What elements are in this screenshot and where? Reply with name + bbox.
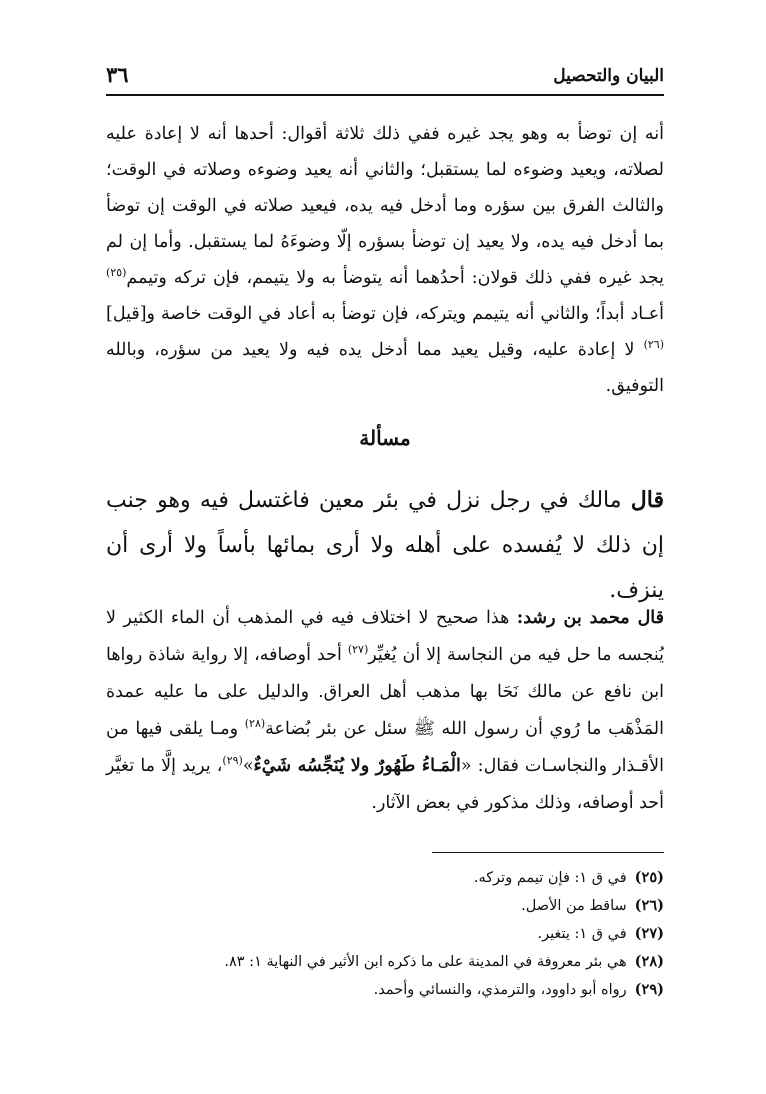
footnote-text: في ق ١: فإن تيمم وتركه. bbox=[473, 870, 627, 886]
commentary-part4: » bbox=[242, 756, 254, 776]
footnote-item bbox=[104, 976, 664, 1004]
commentary-part1: هذا صحيح لا اختلاف فيه في المذهب أن الماء الكثير لا يُنجسه ما حل فيه من النجاسة إلا أن يُغيِّر bbox=[106, 608, 664, 665]
malik-quote bbox=[106, 478, 664, 613]
footnote-number: (٢٨) bbox=[634, 953, 664, 970]
footnote-ref-29[interactable]: (٢٩) bbox=[222, 754, 243, 768]
commentary-part3: ومـا يلقى فيها من الأقـذار والنجاسـات فقال: « bbox=[106, 719, 665, 776]
footnote-item bbox=[104, 892, 664, 920]
footnote-number: (٢٧) bbox=[634, 925, 664, 942]
commentary-lead: قال محمد بن رشد: bbox=[516, 608, 664, 628]
footnote-item bbox=[104, 864, 664, 892]
footnote-text: هي بئر معروفة في المدينة على ما ذكره ابن الأثير في النهاية ١: ٨٣. bbox=[224, 954, 627, 970]
footnote-ref-25[interactable]: (٢٥) bbox=[106, 266, 127, 280]
footnotes bbox=[104, 864, 664, 1004]
footnote-number: (٢٩) bbox=[634, 981, 664, 998]
footnote-number: (٢٦) bbox=[634, 897, 664, 914]
quote-text: مالك في رجل نزل في بئر معين فاغتسل فيه وهو جنب إن ذلك لا يُفسده على أهله ولا أرى بمائها بأساً ولا أرى أن ينزف. bbox=[106, 488, 664, 603]
section-title: مسألة bbox=[359, 426, 411, 450]
paragraph-1-part3: لا إعادة عليه، وقيل يعيد مما أدخل يده فيه ولا يعيد من سؤره، وبالله التوفيق. bbox=[106, 340, 664, 396]
footnote-divider bbox=[432, 852, 664, 853]
commentary-part2: أحد أوصافه، إلا رواية شاذة رواها ابن نافع عن مالك نَحَا بها مذهب أهل العراق. والدليل على ما عليه عمدة المَذْهَب ما رُوي أن رسول الله ﷺ سئل عن بئر بُضاعة bbox=[106, 645, 664, 739]
footnote-item bbox=[104, 920, 664, 948]
header-title: البيان والتحصيل bbox=[553, 66, 664, 86]
commentary-part5: ، يريد إلَّا ما تغيَّر أحد أوصافه، وذلك مذكور في بعض الآثار. bbox=[106, 756, 664, 813]
footnote-ref-26[interactable]: (٢٦) bbox=[643, 338, 664, 352]
footnote-text: رواه أبو داوود، والترمذي، والنسائي وأحمد. bbox=[373, 982, 627, 998]
footnote-number: (٢٥) bbox=[634, 869, 664, 886]
page-number: ٣٦ bbox=[106, 62, 129, 87]
paragraph-1-part1: أنه إن توضأ به وهو يجد غيره ففي ذلك ثلاثة أقوال: أحدها أنه لا إعادة عليه لصلاته، ويعيد وضوءه لما يستقبل؛ والثاني أنه يعيد وضوءه وصلاته في الوقت؛ والثالث الفرق بين سؤره وما أدخل فيه يده، فيعيد صلاته في الوقت إن توضأ بما أدخل فيه يده، ولا يعيد إن توضأ بسؤره إلّا وضوءَهُ لما يستقبل. وأما إن لم يجد غيره ففي ذلك قولان: أحدُهما أنه يتوضأ به ولا يتيمم، فإن تركه وتيمم bbox=[106, 124, 664, 288]
paragraph-1 bbox=[106, 116, 664, 404]
footnote-text: ساقط من الأصل. bbox=[521, 898, 627, 914]
footnote-ref-27[interactable]: (٢٧) bbox=[347, 643, 369, 657]
paragraph-1-part2: أعـاد أبداً؛ والثاني أنه يتيمم ويتركه، فإن توضأ به أعاد في الوقت خاصة و[قيل] bbox=[106, 304, 664, 324]
footnote-item bbox=[104, 948, 664, 976]
commentary-paragraph bbox=[106, 600, 664, 822]
footnote-text: في ق ١: يتغير. bbox=[537, 926, 627, 942]
footnote-ref-28[interactable]: (٢٨) bbox=[244, 717, 266, 731]
running-header bbox=[106, 64, 664, 96]
quote-lead: قال bbox=[630, 487, 664, 513]
hadith-text: الْمَـاءُ طَهُورٌ ولا يُنَجِّسُه شَيْءٌ bbox=[253, 756, 461, 776]
